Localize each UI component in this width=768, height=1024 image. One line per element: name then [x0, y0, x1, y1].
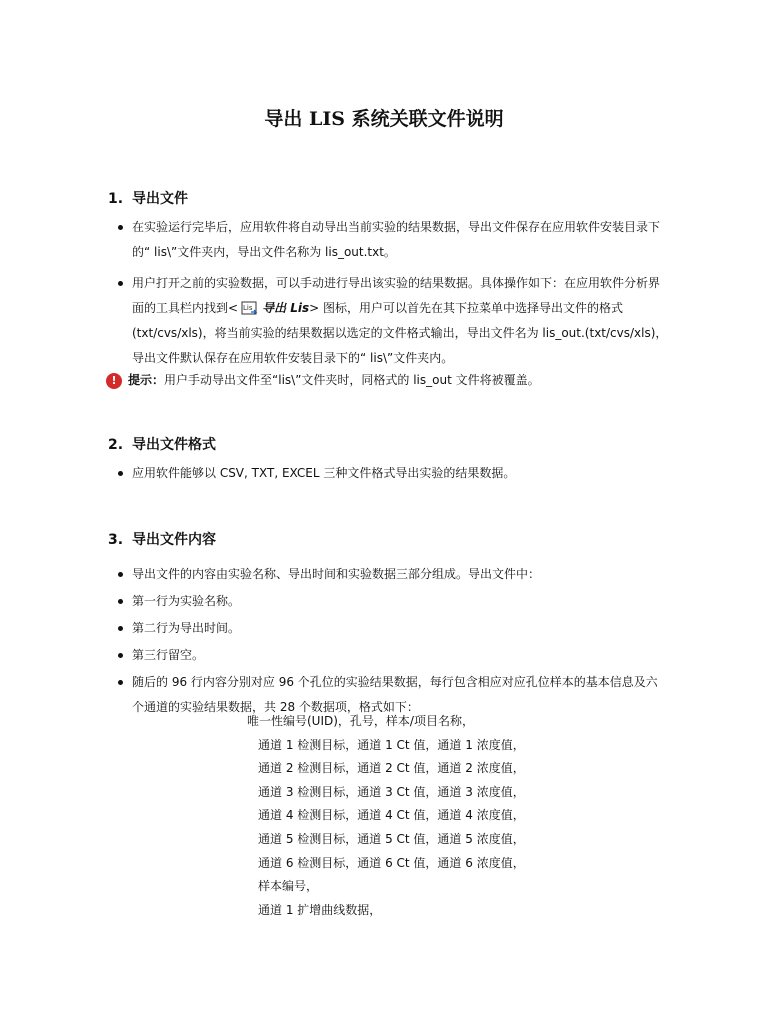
section-title: 导出文件内容 — [132, 532, 216, 548]
tip-text: 用户手动导出文件至“lis\”文件夹时，同格式的 lis_out 文件将被覆盖。 — [164, 373, 540, 387]
section-heading — [108, 435, 668, 455]
list-item: 第二行为导出时间。 — [108, 616, 668, 641]
svg-text:Lis: Lis — [243, 303, 253, 312]
bullet-text-before: 用户打开之前的实验数据，可以手动进行导出该实验的结果数据。具体操作如下：在应用软件分析界面的工具栏内找到< — [132, 276, 661, 315]
tip-note — [106, 369, 540, 391]
list-item: 随后的 96 行内容分别对应 96 个孔位的实验结果数据，每行包含相应对应孔位样本的基本信息及六个通道的实验结果数据，共 28 个数据项，格式如下： — [108, 670, 668, 720]
bullet-list — [108, 461, 668, 486]
section-number: 2. — [108, 437, 124, 453]
section-title: 导出文件格式 — [132, 437, 216, 453]
format-line: 通道 4 检测目标，通道 4 Ct 值，通道 4 浓度值， — [258, 808, 525, 823]
format-line: 通道 3 检测目标，通道 3 Ct 值，通道 3 浓度值， — [258, 784, 525, 799]
bullet-list — [108, 562, 668, 720]
list-item: 在实验运行完毕后，应用软件将自动导出当前实验的结果数据，导出文件保存在应用软件安装目录下的“ lis\”文件夹内，导出文件名称为 lis_out.txt。 — [108, 215, 668, 265]
lis-export-icon — [241, 301, 259, 317]
lis-button-label: 导出 Lis — [262, 301, 310, 315]
format-line: 样本编号， — [258, 879, 319, 894]
tip-label: 提示： — [128, 373, 165, 387]
data-format-block — [247, 710, 525, 922]
exclamation-circle-icon: ! — [106, 373, 122, 389]
document-title: 导出 LIS 系统关联文件说明 — [264, 108, 504, 130]
format-line: 通道 6 检测目标，通道 6 Ct 值，通道 6 浓度值， — [258, 855, 525, 870]
bullet-text-after: > 图标，用户可以首先在其下拉菜单中选择导出文件的格式(txt/cvs/xls)，将当前实验的结果数据以选定的文件格式输出，导出文件名为 lis_out.(txt/cvs/xls)，导出文件默认保存在应用软件安装目录下的“ lis\”文件夹内。 — [132, 301, 668, 365]
section-number: 1. — [108, 191, 124, 207]
list-item: 第一行为实验名称。 — [108, 589, 668, 614]
format-line: 通道 1 扩增曲线数据， — [258, 902, 382, 917]
section-export-format — [108, 435, 668, 486]
section-number: 3. — [108, 532, 124, 548]
list-item: 第三行留空。 — [108, 643, 668, 668]
lis-export-button — [238, 296, 309, 321]
section-heading — [108, 189, 668, 209]
list-item — [108, 271, 668, 371]
format-line: 唯一性编号(UID)，孔号，样本/项目名称， — [247, 714, 474, 728]
list-item: 导出文件的内容由实验名称、导出时间和实验数据三部分组成。导出文件中： — [108, 562, 668, 587]
section-export-file — [108, 189, 668, 371]
format-line: 通道 2 检测目标，通道 2 Ct 值，通道 2 浓度值， — [258, 761, 525, 776]
bullet-list — [108, 215, 668, 371]
list-item: 应用软件能够以 CSV, TXT, EXCEL 三种文件格式导出实验的结果数据。 — [108, 461, 668, 486]
format-line: 通道 5 检测目标，通道 5 Ct 值，通道 5 浓度值， — [258, 831, 525, 846]
section-heading — [108, 530, 668, 550]
section-export-content — [108, 530, 668, 720]
format-line: 通道 1 检测目标，通道 1 Ct 值，通道 1 浓度值， — [258, 737, 525, 752]
section-title: 导出文件 — [132, 191, 188, 207]
